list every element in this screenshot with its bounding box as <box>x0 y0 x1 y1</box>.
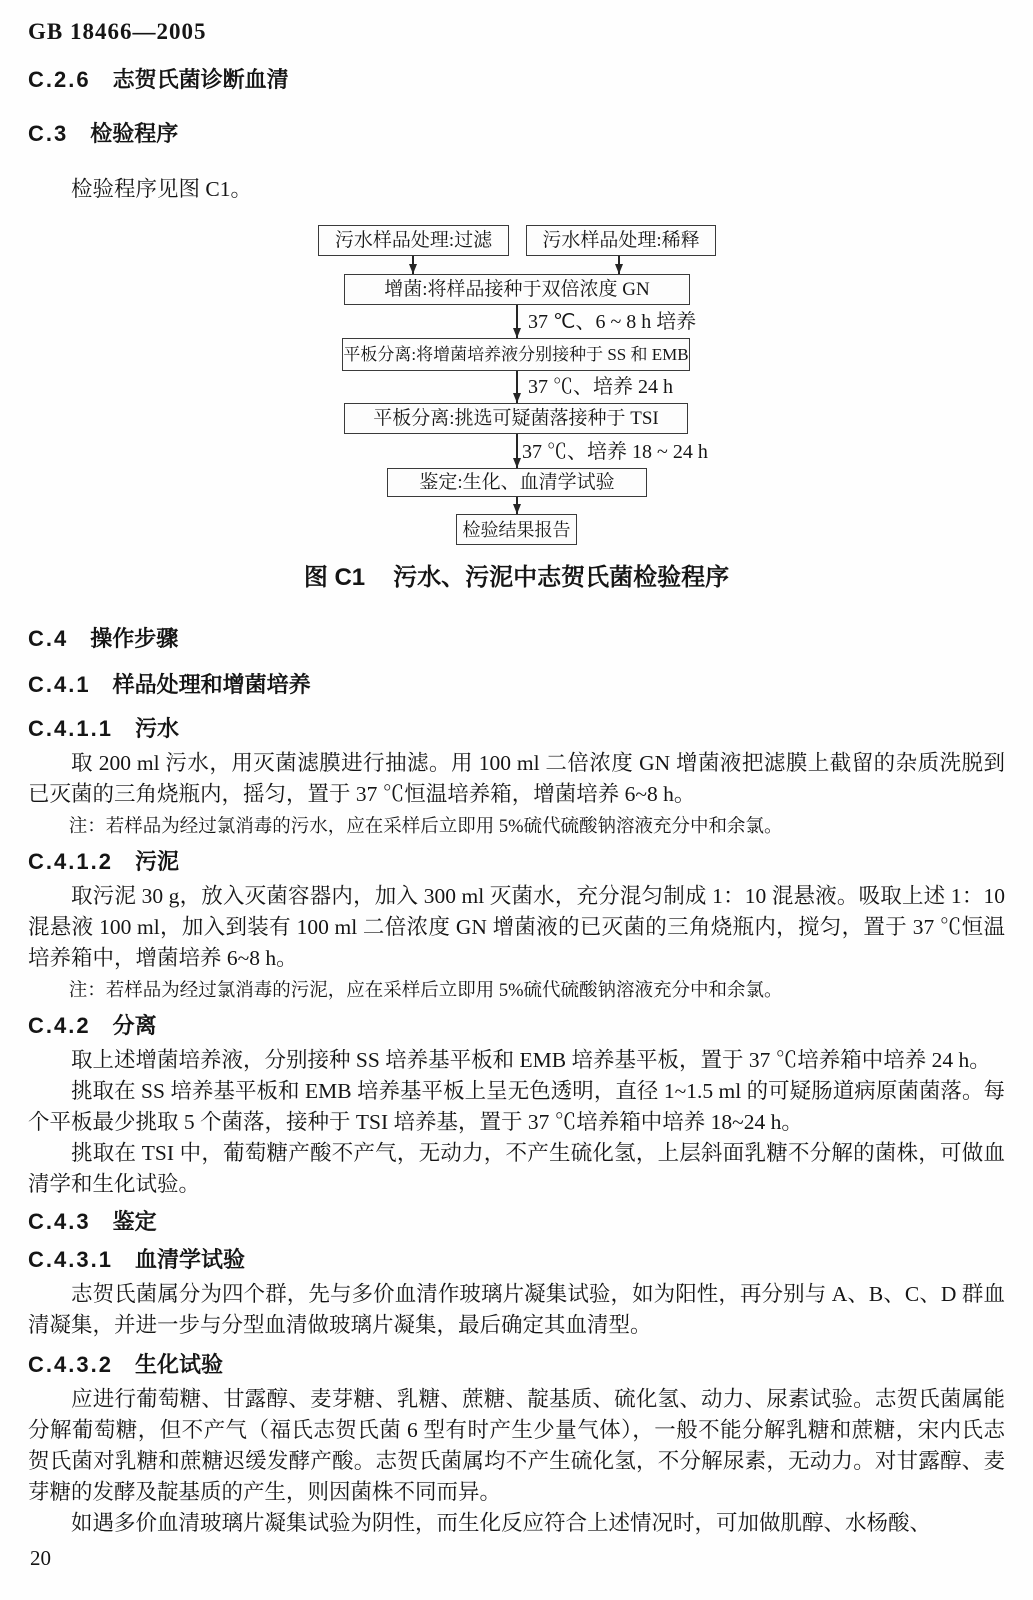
heading-title: 检验程序 <box>90 121 179 146</box>
heading-c3 <box>28 120 1005 148</box>
heading-c4 <box>28 625 1005 653</box>
arrow-down-icon <box>516 497 518 514</box>
heading-title: 污泥 <box>134 849 179 874</box>
heading-number: C.2.6 <box>28 67 91 92</box>
paragraph-separation-3: 挑取在 TSI 中，葡萄糖产酸不产气，无动力，不产生硫化氢，上层斜面乳糖不分解的菌株，可做血清学和生化试验。 <box>28 1141 1005 1196</box>
note-sludge: 注：若样品为经过氯消毒的污泥，应在采样后立即用 5%硫代硫酸钠溶液充分中和余氯。 <box>68 981 783 1001</box>
heading-c4-3-1 <box>28 1246 1005 1274</box>
heading-number: C.4.1 <box>28 672 91 697</box>
heading-c4-1 <box>28 671 1005 699</box>
arrow-down-icon <box>412 256 414 274</box>
paragraph-sewage: 取 200 ml 污水，用灭菌滤膜进行抽滤。用 100 ml 二倍浓度 GN 增菌液把滤膜上截留的杂质洗脱到已灭菌的三角烧瓶内，摇匀，置于 37 ℃恒温培养箱，增菌培养 6~8 h。 <box>28 751 1005 806</box>
paragraph-biochem: 应进行葡萄糖、甘露醇、麦芽糖、乳糖、蔗糖、靛基质、硫化氢、动力、尿素试验。志贺氏菌属能分解葡萄糖，但不产气（福氏志贺氏菌 6 型有时产生少量气体），一般不能分解乳糖和蔗糖，宋内氏志贺氏菌对乳糖和蔗糖迟缓发酵产酸。志贺氏菌属均不产生硫化氢，不分解尿素，无动力。对甘露醇、麦芽糖的发酵及靛基质的产生，则因菌株不同而异。 <box>28 1387 1005 1504</box>
heading-number: C.4.1.2 <box>28 849 113 874</box>
paragraph-serology: 志贺氏菌属分为四个群，先与多价血清作玻璃片凝集试验，如为阳性，再分别与 A、B、C、D 群血清凝集，并进一步与分型血清做玻璃片凝集，最后确定其血清型。 <box>28 1282 1005 1337</box>
figure-caption-label: 图 C1 <box>303 564 366 591</box>
heading-title: 分离 <box>112 1013 157 1038</box>
paragraph-intro: 检验程序见图 C1。 <box>71 177 252 201</box>
note-sewage: 注：若样品为经过氯消毒的污水，应在采样后立即用 5%硫代硫酸钠溶液充分中和余氯。 <box>68 817 783 837</box>
paragraph-separation-1: 取上述增菌培养液，分别接种 SS 培养基平板和 EMB 培养基平板，置于 37 ℃培养箱中培养 24 h。 <box>71 1048 991 1072</box>
heading-number: C.4.2 <box>28 1013 91 1038</box>
heading-title: 鉴定 <box>112 1209 157 1234</box>
paragraph-separation-2: 挑取在 SS 培养基平板和 EMB 培养基平板上呈无色透明，直径 1~1.5 ml 的可疑肠道病原菌菌落。每个平板最少挑取 5 个菌落，接种于 TSI 培养基，置于 37 ℃培养箱中培养 18~24 h。 <box>28 1079 1005 1134</box>
arrow-down-icon <box>618 256 620 274</box>
heading-number: C.4.3.1 <box>28 1247 113 1272</box>
flowchart-box-plate-tsi: 平板分离:挑选可疑菌落接种于 TSI <box>344 403 688 434</box>
heading-c4-3 <box>28 1208 1005 1236</box>
heading-title: 样品处理和增菌培养 <box>112 672 311 697</box>
page-number: 20 <box>30 1546 51 1570</box>
flow-step-label: 37 ℃、6 ~ 8 h 培养 <box>528 311 697 333</box>
heading-number: C.4.1.1 <box>28 716 113 741</box>
figure-caption <box>28 563 1005 593</box>
paragraph-sludge: 取污泥 30 g，放入灭菌容器内，加入 300 ml 灭菌水，充分混匀制成 1：10 混悬液。吸取上述 1：10 混悬液 100 ml，加入到装有 100 ml 二倍浓度 GN 增菌液的已灭菌的三角烧瓶内，搅匀，置于 37 ℃恒温培养箱中，增菌培养 6~8 h。 <box>28 884 1005 970</box>
figure-c1-flowchart <box>0 217 1033 547</box>
heading-c2-6 <box>28 66 1005 94</box>
heading-title: 操作步骤 <box>90 626 179 651</box>
flowchart-box-sewage-filter: 污水样品处理:过滤 <box>318 225 509 256</box>
flowchart-box-plate-ss-emb: 平板分离:将增菌培养液分别接种于 SS 和 EMB <box>342 338 690 371</box>
heading-c4-1-2 <box>28 848 1005 876</box>
heading-title: 志贺氏菌诊断血清 <box>112 67 289 92</box>
flow-step-label: 37 ℃、培养 18 ~ 24 h <box>522 441 708 463</box>
flowchart-box-enrichment: 增菌:将样品接种于双倍浓度 GN <box>344 274 690 305</box>
arrow-down-icon <box>516 434 518 468</box>
heading-title: 血清学试验 <box>134 1247 245 1272</box>
heading-c4-3-2 <box>28 1351 1005 1379</box>
flowchart-box-sewage-dilute: 污水样品处理:稀释 <box>526 225 716 256</box>
flowchart-box-identify: 鉴定:生化、血清学试验 <box>387 468 647 497</box>
flow-step-label: 37 ℃、培养 24 h <box>528 376 673 398</box>
heading-number: C.3 <box>28 121 69 146</box>
heading-c4-1-1 <box>28 715 1005 743</box>
standard-number: GB 18466—2005 <box>28 19 207 44</box>
heading-number: C.4.3 <box>28 1209 91 1234</box>
paragraph-final: 如遇多价血清玻璃片凝集试验为阴性，而生化反应符合上述情况时，可加做肌醇、水杨酸、 <box>71 1511 932 1535</box>
heading-title: 污水 <box>134 716 179 741</box>
heading-c4-2 <box>28 1012 1005 1040</box>
flowchart-box-report: 检验结果报告 <box>456 514 577 545</box>
arrow-down-icon <box>516 305 518 338</box>
heading-number: C.4 <box>28 626 69 651</box>
heading-number: C.4.3.2 <box>28 1352 113 1377</box>
heading-title: 生化试验 <box>134 1352 223 1377</box>
arrow-down-icon <box>516 371 518 403</box>
figure-caption-text: 污水、污泥中志贺氏菌检验程序 <box>393 564 730 591</box>
